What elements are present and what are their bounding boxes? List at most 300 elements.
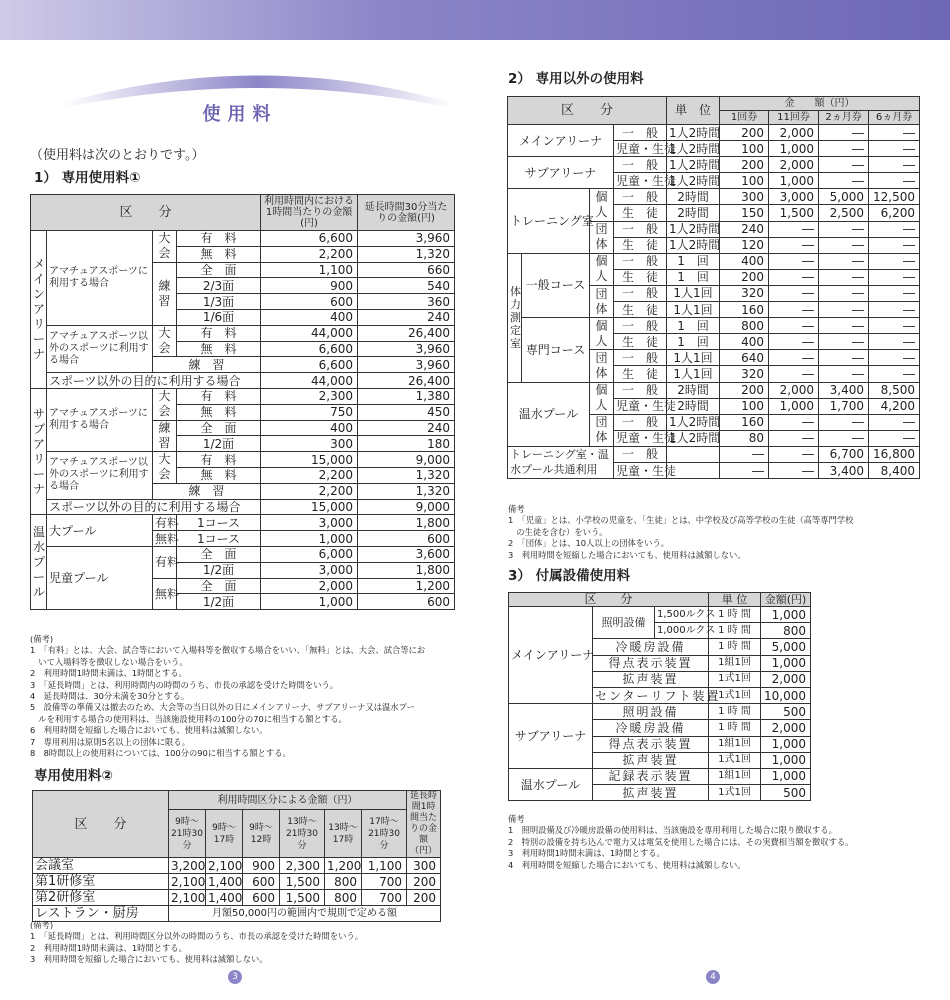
extension-fee: 180 bbox=[358, 436, 455, 452]
fee-value: ― bbox=[769, 237, 819, 253]
fee-value: ― bbox=[819, 430, 869, 446]
fee-value: 300 bbox=[407, 858, 441, 874]
fee-value: 5,000 bbox=[761, 639, 811, 655]
table-cell: 大会 bbox=[153, 388, 177, 420]
t3-header-unit: 単 位 bbox=[667, 97, 720, 125]
fee-value: 800 bbox=[720, 318, 769, 334]
table-cell: 1/2面 bbox=[177, 562, 261, 578]
fee-value: ― bbox=[769, 414, 819, 430]
hourly-fee: 400 bbox=[261, 420, 358, 436]
table-cell: 団体 bbox=[590, 285, 614, 317]
fee-value: ― bbox=[819, 173, 869, 189]
fee-value: 100 bbox=[720, 141, 769, 157]
fee-value: ― bbox=[819, 141, 869, 157]
extension-fee: 1,320 bbox=[358, 246, 455, 262]
page-number-right: 4 bbox=[706, 970, 720, 984]
table-cell: 無 料 bbox=[177, 404, 261, 420]
note-line: 備考 bbox=[508, 504, 525, 514]
row-label-kids-pool: 児童プール bbox=[47, 546, 153, 609]
fee-value: 3,400 bbox=[819, 462, 869, 478]
fee-value: 1,000 bbox=[761, 655, 811, 671]
row-label-pool: 温水プール bbox=[509, 768, 593, 800]
table-cell: 一 般 bbox=[614, 446, 667, 462]
equipment-fee-table bbox=[508, 592, 811, 801]
extension-fee: 600 bbox=[358, 594, 455, 610]
table-cell: 1人1回 bbox=[667, 302, 720, 318]
fee-value: 160 bbox=[720, 302, 769, 318]
notes-2 bbox=[30, 920, 363, 966]
table-cell: 児童・生徒 bbox=[614, 141, 667, 157]
note-line: 3 利用時間1時間未満は、1時間とする。 bbox=[508, 848, 665, 859]
fee-value: 3,000 bbox=[769, 189, 819, 205]
table-cell: スポーツ以外の目的に利用する場合 bbox=[47, 499, 261, 515]
table-cell: 児童・生徒 bbox=[614, 173, 667, 189]
row-label-main-arena: メインアリーナ bbox=[31, 231, 47, 389]
row-label-non-sports: スポーツ以外の目的に利用する場合 bbox=[47, 373, 261, 389]
table-cell: 1,000ルクス bbox=[655, 623, 709, 639]
fee-value: ― bbox=[819, 334, 869, 350]
hourly-fee: 44,000 bbox=[261, 325, 358, 341]
table-cell: 一 般 bbox=[614, 157, 667, 173]
fee-value: 1,000 bbox=[761, 752, 811, 768]
table-cell: 団体 bbox=[590, 414, 614, 446]
time-slot-header: 9時～21時30分 bbox=[169, 810, 206, 858]
equipment-item: 記録表示装置 bbox=[593, 768, 709, 784]
hourly-fee: 6,600 bbox=[261, 357, 358, 373]
unit-value: 1式1回 bbox=[709, 752, 761, 768]
note-line: 6 利用時間を短縮した場合においても、使用料は減額しない。 bbox=[30, 725, 268, 736]
fee-value: 1,700 bbox=[819, 398, 869, 414]
fee-value: 1,500 bbox=[280, 890, 325, 906]
fee-value: 2,100 bbox=[169, 890, 206, 906]
fee-value: 700 bbox=[362, 874, 407, 890]
fee-value: 1,500 bbox=[280, 874, 325, 890]
room-name: レストラン・厨房 bbox=[33, 906, 169, 922]
unit-value: 1 時 間 bbox=[709, 639, 761, 655]
extension-fee: 3,960 bbox=[358, 357, 455, 373]
fee-value: 700 bbox=[362, 890, 407, 906]
notes-4 bbox=[508, 814, 853, 871]
note-line: 1 「有料」とは、大会、試合等において入場料等を徴収する場合をいい、「無料」とは、大会、試合等にお bbox=[30, 645, 426, 656]
table-cell: 1人2時間 bbox=[667, 430, 720, 446]
hourly-fee: 900 bbox=[261, 278, 358, 294]
fee-value: 2,500 bbox=[819, 205, 869, 221]
extension-fee: 3,600 bbox=[358, 546, 455, 562]
table-cell: 児童・生徒 bbox=[614, 430, 667, 446]
fee-value: 100 bbox=[720, 398, 769, 414]
table-cell: 1 回 bbox=[667, 334, 720, 350]
table-cell: 全 面 bbox=[177, 546, 261, 562]
fee-value: 200 bbox=[407, 874, 441, 890]
table-row bbox=[33, 874, 441, 890]
fee-value: 2,000 bbox=[761, 671, 811, 687]
extension-fee: 9,000 bbox=[358, 499, 455, 515]
extension-fee: 26,400 bbox=[358, 373, 455, 389]
fee-value: 5,000 bbox=[819, 189, 869, 205]
fee-value: 200 bbox=[720, 157, 769, 173]
equipment-item: 拡声装置 bbox=[593, 785, 709, 801]
table-cell: 無料 bbox=[153, 531, 177, 547]
extension-fee: 1,380 bbox=[358, 388, 455, 404]
table-cell: 1人2時間 bbox=[667, 157, 720, 173]
table-cell: 生 徒 bbox=[614, 302, 667, 318]
t3-header-amount: 金 額（円） bbox=[720, 97, 920, 111]
table-cell bbox=[667, 446, 720, 462]
row-label-sub-arena: サブアリーナ bbox=[509, 704, 593, 769]
time-slot-header: 9時～12時 bbox=[243, 810, 280, 858]
equipment-item: センターリフト装置 bbox=[593, 687, 709, 703]
fee-value: ― bbox=[819, 253, 869, 269]
hourly-fee: 1,000 bbox=[261, 594, 358, 610]
table-cell: 1人1回 bbox=[667, 285, 720, 301]
table-cell: 1/3面 bbox=[177, 294, 261, 310]
table-row bbox=[508, 382, 920, 398]
table-row bbox=[31, 499, 455, 515]
fee-value: 600 bbox=[243, 874, 280, 890]
fee-value: 150 bbox=[720, 205, 769, 221]
equipment-item: 得点表示装置 bbox=[593, 655, 709, 671]
row-label-fitness: 体力測定室 bbox=[508, 253, 522, 382]
row-label-amateur: アマチュアスポーツに利用する場合 bbox=[47, 231, 153, 326]
extension-fee: 9,000 bbox=[358, 452, 455, 468]
note-line: 2 「団体」とは、10人以上の団体をいう。 bbox=[508, 538, 670, 549]
equipment-item: 拡声装置 bbox=[593, 752, 709, 768]
table-cell: 1コース bbox=[177, 515, 261, 531]
fee-value: 16,800 bbox=[869, 446, 920, 462]
row-label-big-pool: 大プール bbox=[47, 515, 153, 547]
hourly-fee: 2,200 bbox=[261, 246, 358, 262]
table-cell: 1人2時間 bbox=[667, 221, 720, 237]
notes-1 bbox=[30, 634, 425, 759]
note-line: (備考) bbox=[30, 634, 54, 644]
time-slot-header: 17時～21時30分 bbox=[362, 810, 407, 858]
table-cell: 1人2時間 bbox=[667, 173, 720, 189]
fee-value: ― bbox=[769, 334, 819, 350]
hourly-fee: 300 bbox=[261, 436, 358, 452]
table-row bbox=[31, 546, 455, 562]
section2-heading: 専用使用料② bbox=[34, 768, 113, 784]
table-cell: 一 般 bbox=[614, 414, 667, 430]
fee-value: ― bbox=[869, 285, 920, 301]
table-cell: 生 徒 bbox=[614, 334, 667, 350]
fee-value: 900 bbox=[243, 858, 280, 874]
fee-value: 1,000 bbox=[769, 141, 819, 157]
table-cell: 1 回 bbox=[667, 253, 720, 269]
table-cell: 一 般 bbox=[614, 318, 667, 334]
fee-value: 1,500 bbox=[769, 205, 819, 221]
hourly-fee: 2,200 bbox=[261, 483, 358, 499]
fee-value: 3,400 bbox=[819, 382, 869, 398]
extension-fee: 1,800 bbox=[358, 515, 455, 531]
fee-value: 1,100 bbox=[362, 858, 407, 874]
table-cell: 2時間 bbox=[667, 205, 720, 221]
note-line: 3 利用時間を短縮した場合においても、使用料は減額しない。 bbox=[508, 549, 746, 560]
table-cell: 一 般 bbox=[614, 125, 667, 141]
fee-value: ― bbox=[819, 221, 869, 237]
fee-value: ― bbox=[769, 462, 819, 478]
t2-header-kubun: 区 分 bbox=[33, 791, 169, 858]
table-cell: 一 般 bbox=[614, 221, 667, 237]
extension-fee: 1,800 bbox=[358, 562, 455, 578]
equipment-item: 拡声装置 bbox=[593, 671, 709, 687]
hourly-fee: 600 bbox=[261, 294, 358, 310]
equipment-item: 冷暖房設備 bbox=[593, 639, 709, 655]
table-cell: 1人2時間 bbox=[667, 237, 720, 253]
table-row bbox=[31, 325, 455, 341]
extension-fee: 1,320 bbox=[358, 467, 455, 483]
fee-value: ― bbox=[819, 350, 869, 366]
t4-header-kubun: 区 分 bbox=[509, 593, 709, 607]
fee-value: 2,000 bbox=[769, 157, 819, 173]
row-label-special-course: 専門コース bbox=[522, 318, 590, 382]
time-slot-header: 13時～17時 bbox=[325, 810, 362, 858]
note-line: 4 延長時間は、30分未満を30分とする。 bbox=[30, 690, 190, 701]
fee-value: 100 bbox=[720, 173, 769, 189]
equipment-item: 得点表示装置 bbox=[593, 736, 709, 752]
table-cell: 1コース bbox=[177, 531, 261, 547]
unit-value: 1式1回 bbox=[709, 687, 761, 703]
t4-header-amount: 金額(円) bbox=[761, 593, 811, 607]
table-cell: 2時間 bbox=[667, 189, 720, 205]
fee-value: 8,500 bbox=[869, 382, 920, 398]
fee-value: ― bbox=[819, 237, 869, 253]
table-cell: 有料 bbox=[153, 515, 177, 531]
table-cell: 生 徒 bbox=[614, 205, 667, 221]
section3-heading: 2） 専用以外の使用料 bbox=[508, 71, 644, 87]
fee-value: ― bbox=[869, 157, 920, 173]
table-cell: 一 般 bbox=[614, 253, 667, 269]
equipment-item: 照明設備 bbox=[593, 704, 709, 720]
extension-fee: 3,960 bbox=[358, 341, 455, 357]
fee-value: 80 bbox=[720, 430, 769, 446]
hourly-fee: 3,000 bbox=[261, 515, 358, 531]
label-lighting: 照明設備 bbox=[593, 607, 655, 639]
fee-value: 120 bbox=[720, 237, 769, 253]
fee-value: ― bbox=[819, 366, 869, 382]
fee-value: 2,000 bbox=[761, 720, 811, 736]
table-cell: 有 料 bbox=[177, 452, 261, 468]
fee-value: ― bbox=[869, 350, 920, 366]
table-cell: 大会 bbox=[153, 452, 177, 484]
table-row bbox=[508, 157, 920, 173]
hourly-fee: 15,000 bbox=[261, 499, 358, 515]
table-row bbox=[31, 373, 455, 389]
hourly-fee: 750 bbox=[261, 404, 358, 420]
table-cell: 練習 bbox=[153, 420, 177, 452]
fee-value: ― bbox=[819, 285, 869, 301]
table-row bbox=[508, 253, 920, 269]
hourly-fee: 15,000 bbox=[261, 452, 358, 468]
fee-value: ― bbox=[869, 221, 920, 237]
note-line: 1 照明設備及び冷暖房設備の使用料は、当該施設を専用利用した場合に限り徴収する。 bbox=[508, 825, 837, 836]
note-line: ルを利用する場合の使用料は、当該施設使用料の100分の70に相当する額とする。 bbox=[30, 713, 347, 724]
fee-value: ― bbox=[769, 366, 819, 382]
table-row bbox=[31, 452, 455, 468]
table-cell: 全 面 bbox=[177, 420, 261, 436]
extension-fee: 1,200 bbox=[358, 578, 455, 594]
fee-value: ― bbox=[769, 318, 819, 334]
fee-value: ― bbox=[769, 430, 819, 446]
label-renshu: 練習 bbox=[153, 262, 177, 325]
fee-value: ― bbox=[869, 125, 920, 141]
note-line: 3 利用時間を短縮した場合においても、使用料は減額しない。 bbox=[30, 954, 268, 965]
extension-fee: 600 bbox=[358, 531, 455, 547]
hourly-fee: 6,600 bbox=[261, 231, 358, 247]
unit-value: 1 時 間 bbox=[709, 720, 761, 736]
fee-value: 1,000 bbox=[761, 607, 811, 623]
hourly-fee: 44,000 bbox=[261, 373, 358, 389]
note-line: (備考) bbox=[30, 920, 54, 930]
table-cell: 一 般 bbox=[614, 285, 667, 301]
t2-header-group: 利用時間区分による金額（円） bbox=[169, 791, 407, 810]
table-cell: 個人 bbox=[590, 189, 614, 221]
note-line: の生徒を含む）をいう。 bbox=[508, 526, 608, 537]
unit-value: 1式1回 bbox=[709, 785, 761, 801]
table-cell: 1/6面 bbox=[177, 309, 261, 325]
fee-value: 1,000 bbox=[769, 173, 819, 189]
time-slot-header: 13時～21時30分 bbox=[280, 810, 325, 858]
table-cell: 有料 bbox=[153, 546, 177, 578]
table-cell: 1 回 bbox=[667, 269, 720, 285]
table-cell: 1人1回 bbox=[667, 366, 720, 382]
page-number-left: 3 bbox=[228, 970, 242, 984]
table-row bbox=[508, 446, 920, 462]
table-cell: 2時間 bbox=[667, 382, 720, 398]
hourly-fee: 6,600 bbox=[261, 341, 358, 357]
table-cell: 生 徒 bbox=[614, 269, 667, 285]
fee-value: ― bbox=[869, 366, 920, 382]
room-name: 第2研修室 bbox=[33, 890, 169, 906]
table-cell: 児童・生徒 bbox=[614, 398, 667, 414]
note-line: 4 利用時間を短縮した場合においても、使用料は減額しない。 bbox=[508, 859, 746, 870]
row-label-sub-arena: サブアリーナ bbox=[508, 157, 614, 189]
fee-value: ― bbox=[869, 253, 920, 269]
table-cell: 児童・生徒 bbox=[614, 462, 667, 478]
fee-value: 600 bbox=[243, 890, 280, 906]
hourly-fee: 2,000 bbox=[261, 578, 358, 594]
fee-value: 200 bbox=[720, 382, 769, 398]
fee-value: 500 bbox=[761, 785, 811, 801]
fee-value: 4,200 bbox=[869, 398, 920, 414]
row-label-pool: 温水プール bbox=[508, 382, 590, 446]
notes-3 bbox=[508, 504, 853, 561]
row-label-general-course: 一般コース bbox=[522, 253, 590, 317]
fee-value: ― bbox=[819, 157, 869, 173]
note-line: 備考 bbox=[508, 814, 525, 824]
fee-value: 200 bbox=[720, 125, 769, 141]
table-cell: 全 面 bbox=[177, 578, 261, 594]
table-row bbox=[508, 318, 920, 334]
extension-fee: 660 bbox=[358, 262, 455, 278]
t1-header-col2: 延長時間30分当たりの金額(円) bbox=[358, 195, 455, 231]
hourly-fee: 2,300 bbox=[261, 388, 358, 404]
hourly-fee: 3,000 bbox=[261, 562, 358, 578]
fee-value: 800 bbox=[761, 623, 811, 639]
fee-value: 2,000 bbox=[769, 125, 819, 141]
table-cell: 1/2面 bbox=[177, 594, 261, 610]
table-row bbox=[509, 607, 811, 623]
unit-value: 1 時 間 bbox=[709, 607, 761, 623]
fee-value: ― bbox=[769, 221, 819, 237]
row-label-training: トレーニング室 bbox=[508, 189, 590, 253]
note-line: 2 利用時間1時間未満は、1時間とする。 bbox=[30, 668, 187, 679]
table-cell: 2/3面 bbox=[177, 278, 261, 294]
fee-value: ― bbox=[819, 302, 869, 318]
fee-value: 1,400 bbox=[206, 890, 243, 906]
note-line: 2 利用時間1時間未満は、1時間とする。 bbox=[30, 942, 187, 953]
hourly-fee: 400 bbox=[261, 309, 358, 325]
fee-value: 800 bbox=[325, 890, 362, 906]
fee-value: 200 bbox=[720, 269, 769, 285]
time-slot-header: 9時～17時 bbox=[206, 810, 243, 858]
extension-fee: 1,320 bbox=[358, 483, 455, 499]
row-label-combo: トレーニング室・温水プール共通利用 bbox=[508, 446, 614, 478]
table-cell: 生 徒 bbox=[614, 366, 667, 382]
extension-fee: 3,960 bbox=[358, 231, 455, 247]
fee-value: ― bbox=[819, 414, 869, 430]
section1-heading: 1） 専用使用料① bbox=[34, 170, 141, 186]
room-name: 会議室 bbox=[33, 858, 169, 874]
row-label-main-arena: メインアリーナ bbox=[509, 607, 593, 704]
t1-header-kubun: 区 分 bbox=[31, 195, 261, 231]
fee-value: 1,000 bbox=[769, 398, 819, 414]
table-cell: 個人 bbox=[590, 318, 614, 350]
hourly-fee: 2,200 bbox=[261, 467, 358, 483]
fee-value: ― bbox=[869, 334, 920, 350]
table-cell: 生 徒 bbox=[614, 237, 667, 253]
ticket-type-header: 6ヵ月券 bbox=[869, 111, 920, 125]
fee-value: 320 bbox=[720, 366, 769, 382]
row-label-non-amateur: アマチュアスポーツ以外のスポーツに利用する場合 bbox=[47, 325, 153, 372]
table-cell: 1人2時間 bbox=[667, 141, 720, 157]
table-cell: 有 料 bbox=[177, 231, 261, 247]
table-cell: 無 料 bbox=[177, 246, 261, 262]
fee-value: 200 bbox=[407, 890, 441, 906]
t1-header-col1: 利用時間内における1時間当たりの金額(円) bbox=[261, 195, 358, 231]
table-cell: 1人1回 bbox=[667, 350, 720, 366]
restaurant-fee-note: 月額50,000円の範囲内で規則で定める額 bbox=[169, 906, 441, 922]
table-cell: 有 料 bbox=[177, 325, 261, 341]
fee-value: ― bbox=[869, 414, 920, 430]
table-cell: 無 料 bbox=[177, 341, 261, 357]
fee-value: ― bbox=[819, 318, 869, 334]
fee-value: 1,200 bbox=[325, 858, 362, 874]
room-name: 第1研修室 bbox=[33, 874, 169, 890]
ticket-type-header: 1回券 bbox=[720, 111, 769, 125]
fee-value: ― bbox=[869, 302, 920, 318]
table-cell: 大会 bbox=[153, 325, 177, 357]
table-cell: 団体 bbox=[590, 221, 614, 253]
note-line: 1 「延長時間」とは、利用時間区分以外の時間のうち、市長の承認を受けた時間をいう。 bbox=[30, 931, 364, 942]
page-title: 使用料 bbox=[202, 104, 278, 125]
unit-value: 1組1回 bbox=[709, 736, 761, 752]
fee-value: ― bbox=[769, 302, 819, 318]
table-row bbox=[33, 858, 441, 874]
fee-value: 240 bbox=[720, 221, 769, 237]
hourly-fee: 1,100 bbox=[261, 262, 358, 278]
fee-value: ― bbox=[720, 446, 769, 462]
row-label-main-arena: メインアリーナ bbox=[508, 125, 614, 157]
fee-value: ― bbox=[720, 462, 769, 478]
table-row bbox=[509, 768, 811, 784]
ticket-type-header: 11回券 bbox=[769, 111, 819, 125]
fee-value: ― bbox=[769, 350, 819, 366]
exclusive-fee-table-1 bbox=[30, 194, 455, 610]
fee-value: ― bbox=[769, 446, 819, 462]
row-label-pool: 温水プール bbox=[31, 515, 47, 610]
unit-value: 1組1回 bbox=[709, 655, 761, 671]
header-band bbox=[0, 0, 950, 40]
